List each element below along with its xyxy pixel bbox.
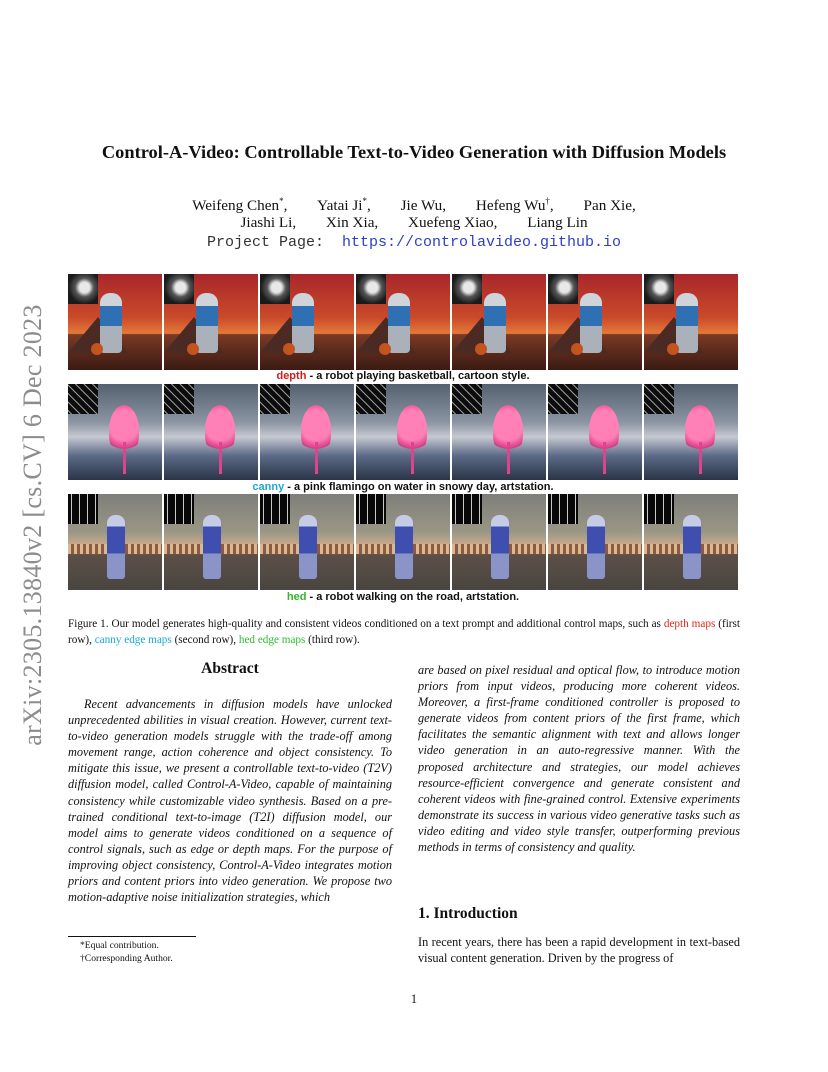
depth-map-thumbnail bbox=[548, 274, 578, 304]
row-caption-depth bbox=[68, 370, 738, 382]
video-frame bbox=[356, 384, 450, 480]
canny-map-thumbnail bbox=[644, 384, 674, 414]
author: Liang Lin bbox=[527, 214, 588, 231]
row-caption-canny bbox=[68, 481, 738, 493]
video-frame bbox=[644, 384, 738, 480]
hed-map-thumbnail bbox=[164, 494, 194, 524]
video-frame bbox=[68, 494, 162, 590]
depth-map-thumbnail bbox=[260, 274, 290, 304]
authors-line-2 bbox=[0, 214, 828, 232]
video-frame bbox=[68, 274, 162, 370]
video-frame bbox=[548, 494, 642, 590]
hed-map-thumbnail bbox=[548, 494, 578, 524]
project-link[interactable]: https://controlavideo.github.io bbox=[341, 234, 622, 251]
author: Jie Wu, bbox=[400, 197, 447, 215]
canny-map-thumbnail bbox=[68, 384, 98, 414]
hed-map-thumbnail bbox=[452, 494, 482, 524]
abstract-text-right: are based on pixel residual and optical flow, to introduce motion priors from input videos, producing more coherent videos. Moreover, a first-frame conditioned controller is proposed to generate videos from content priors of the first frame, which facilitates the semantic alignment with text and allows longer video generation in an auto-regressive manner. With the proposed architecture and strategies, our model achieves resource-efficient convergence and generate consistent and coherent videos with fine-grained control. Extensive experiments demonstrate its success in various video generative tasks such as video editing and video style transfer, outperforming previous methods in terms of consistency and quality. bbox=[418, 663, 740, 855]
caption-keyword: hed bbox=[286, 591, 307, 603]
authors-line-1 bbox=[0, 196, 828, 215]
figure-row-hed bbox=[68, 494, 738, 590]
introduction-text: In recent years, there has been a rapid development in text-based visual content generation. Driven by the progress of bbox=[418, 935, 740, 966]
author: Jiashi Li, bbox=[240, 214, 297, 231]
author: Weifeng Chen*, bbox=[192, 196, 288, 215]
hed-map-thumbnail bbox=[68, 494, 98, 524]
video-frame bbox=[644, 494, 738, 590]
project-label: Project Page: bbox=[206, 234, 324, 251]
caption-keyword: canny bbox=[252, 481, 285, 493]
video-frame bbox=[164, 384, 258, 480]
figure-caption: Figure 1. Our model generates high-quality and consistent videos conditioned on a text prompt and additional control maps, such as depth maps (first row), canny edge maps (second row), hed edge maps (third row). bbox=[68, 618, 740, 646]
author: Yatai Ji*, bbox=[317, 196, 371, 215]
video-frame bbox=[260, 384, 354, 480]
video-frame bbox=[548, 274, 642, 370]
abstract-heading: Abstract bbox=[201, 660, 259, 677]
arxiv-side-label bbox=[8, 290, 58, 760]
row-caption-hed bbox=[68, 591, 738, 603]
author: Xuefeng Xiao, bbox=[408, 214, 498, 231]
video-frame bbox=[356, 494, 450, 590]
hed-map-thumbnail bbox=[260, 494, 290, 524]
depth-map-thumbnail bbox=[164, 274, 194, 304]
abstract-text-left: Recent advancements in diffusion models have unlocked unprecedented abilities in visual creation. However, current text-to-video generation models struggle with the trade-off among movement range, action coherence and object consistency. To mitigate this issue, we present a controllable text-to-video (T2V) diffusion model, called Control-A-Video, capable of maintaining consistency while customizable video synthesis. Based on a pre-trained conditional text-to-image (T2I) diffusion model, our model aims to generate videos conditioned on a sequence of control signals, such as edge or depth maps. For the purpose of improving object consistency, Control-A-Video integrates motion priors and content priors into video generation. We propose two motion-adaptive noise initialization strategies, which bbox=[68, 697, 392, 905]
caption-text: - a robot playing basketball, cartoon style. bbox=[306, 370, 530, 382]
video-frame bbox=[548, 384, 642, 480]
arxiv-id: arXiv:2305.13840v2 [cs.CV] 6 Dec 2023 bbox=[18, 304, 47, 746]
author: Pan Xie, bbox=[583, 197, 636, 215]
canny-map-thumbnail bbox=[260, 384, 290, 414]
depth-map-thumbnail bbox=[356, 274, 386, 304]
page-number: 1 bbox=[410, 992, 418, 1006]
video-frame bbox=[356, 274, 450, 370]
video-frame bbox=[452, 274, 546, 370]
canny-map-thumbnail bbox=[548, 384, 578, 414]
depth-map-thumbnail bbox=[68, 274, 98, 304]
depth-map-thumbnail bbox=[644, 274, 674, 304]
footnote-rule bbox=[68, 936, 196, 937]
hed-map-thumbnail bbox=[644, 494, 674, 524]
video-frame bbox=[260, 494, 354, 590]
caption-text: - a robot walking on the road, artstation. bbox=[306, 591, 520, 603]
caption-keyword: depth bbox=[276, 370, 307, 382]
video-frame bbox=[452, 384, 546, 480]
depth-map-thumbnail bbox=[452, 274, 482, 304]
footnote-corresponding-author: †Corresponding Author. bbox=[80, 953, 173, 964]
project-page bbox=[0, 234, 828, 251]
video-frame bbox=[260, 274, 354, 370]
author: Xin Xia, bbox=[325, 214, 379, 231]
paper-title: Control-A-Video: Controllable Text-to-Video Generation with Diffusion Models bbox=[101, 142, 727, 162]
figure-row-canny bbox=[68, 384, 738, 480]
canny-map-thumbnail bbox=[452, 384, 482, 414]
video-frame bbox=[68, 384, 162, 480]
caption-text: - a pink flamingo on water in snowy day, artstation. bbox=[284, 481, 554, 493]
video-frame bbox=[164, 494, 258, 590]
footnote-equal-contribution: *Equal contribution. bbox=[80, 940, 159, 951]
canny-map-thumbnail bbox=[356, 384, 386, 414]
hed-map-thumbnail bbox=[356, 494, 386, 524]
author: Hefeng Wu†, bbox=[475, 196, 554, 215]
figure-row-depth bbox=[68, 274, 738, 370]
video-frame bbox=[452, 494, 546, 590]
video-frame bbox=[644, 274, 738, 370]
video-frame bbox=[164, 274, 258, 370]
introduction-heading: 1. Introduction bbox=[418, 905, 518, 922]
canny-map-thumbnail bbox=[164, 384, 194, 414]
